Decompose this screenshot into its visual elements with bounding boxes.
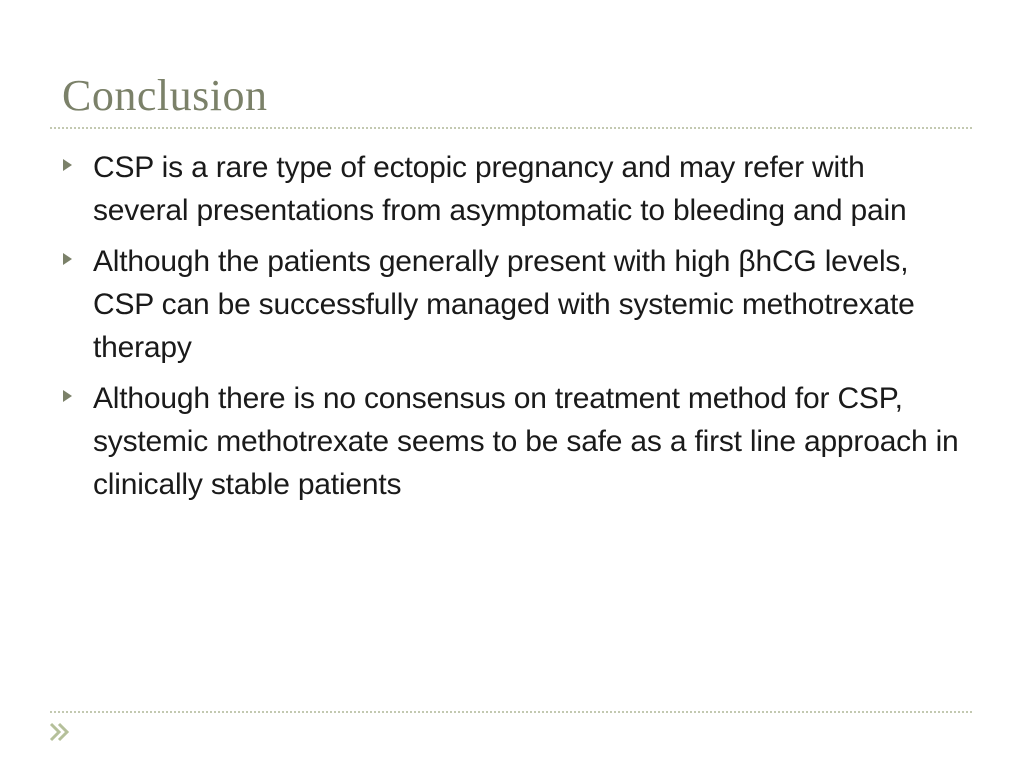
footer-divider — [50, 711, 972, 713]
bullet-text: Although the patients generally present with high βhCG levels, CSP can be successfully managed with systemic methotrexate therapy — [93, 245, 915, 364]
triangle-bullet-icon — [63, 390, 72, 402]
bullet-item — [60, 240, 960, 369]
slide-title: Conclusion — [62, 71, 268, 120]
triangle-bullet-icon — [63, 253, 72, 265]
bullet-item — [60, 146, 960, 232]
bullet-text: Although there is no consensus on treatment method for CSP, systemic methotrexate seems to be safe as a first line approach in clinically stable patients — [93, 382, 959, 501]
bullet-list — [60, 146, 960, 514]
bullet-text: CSP is a rare type of ectopic pregnancy and may refer with several presentations from asymptomatic to bleeding and pain — [93, 151, 907, 227]
triangle-bullet-icon — [63, 159, 72, 171]
bullet-item — [60, 377, 960, 506]
title-divider — [50, 127, 972, 129]
double-chevron-right-icon — [48, 720, 72, 744]
